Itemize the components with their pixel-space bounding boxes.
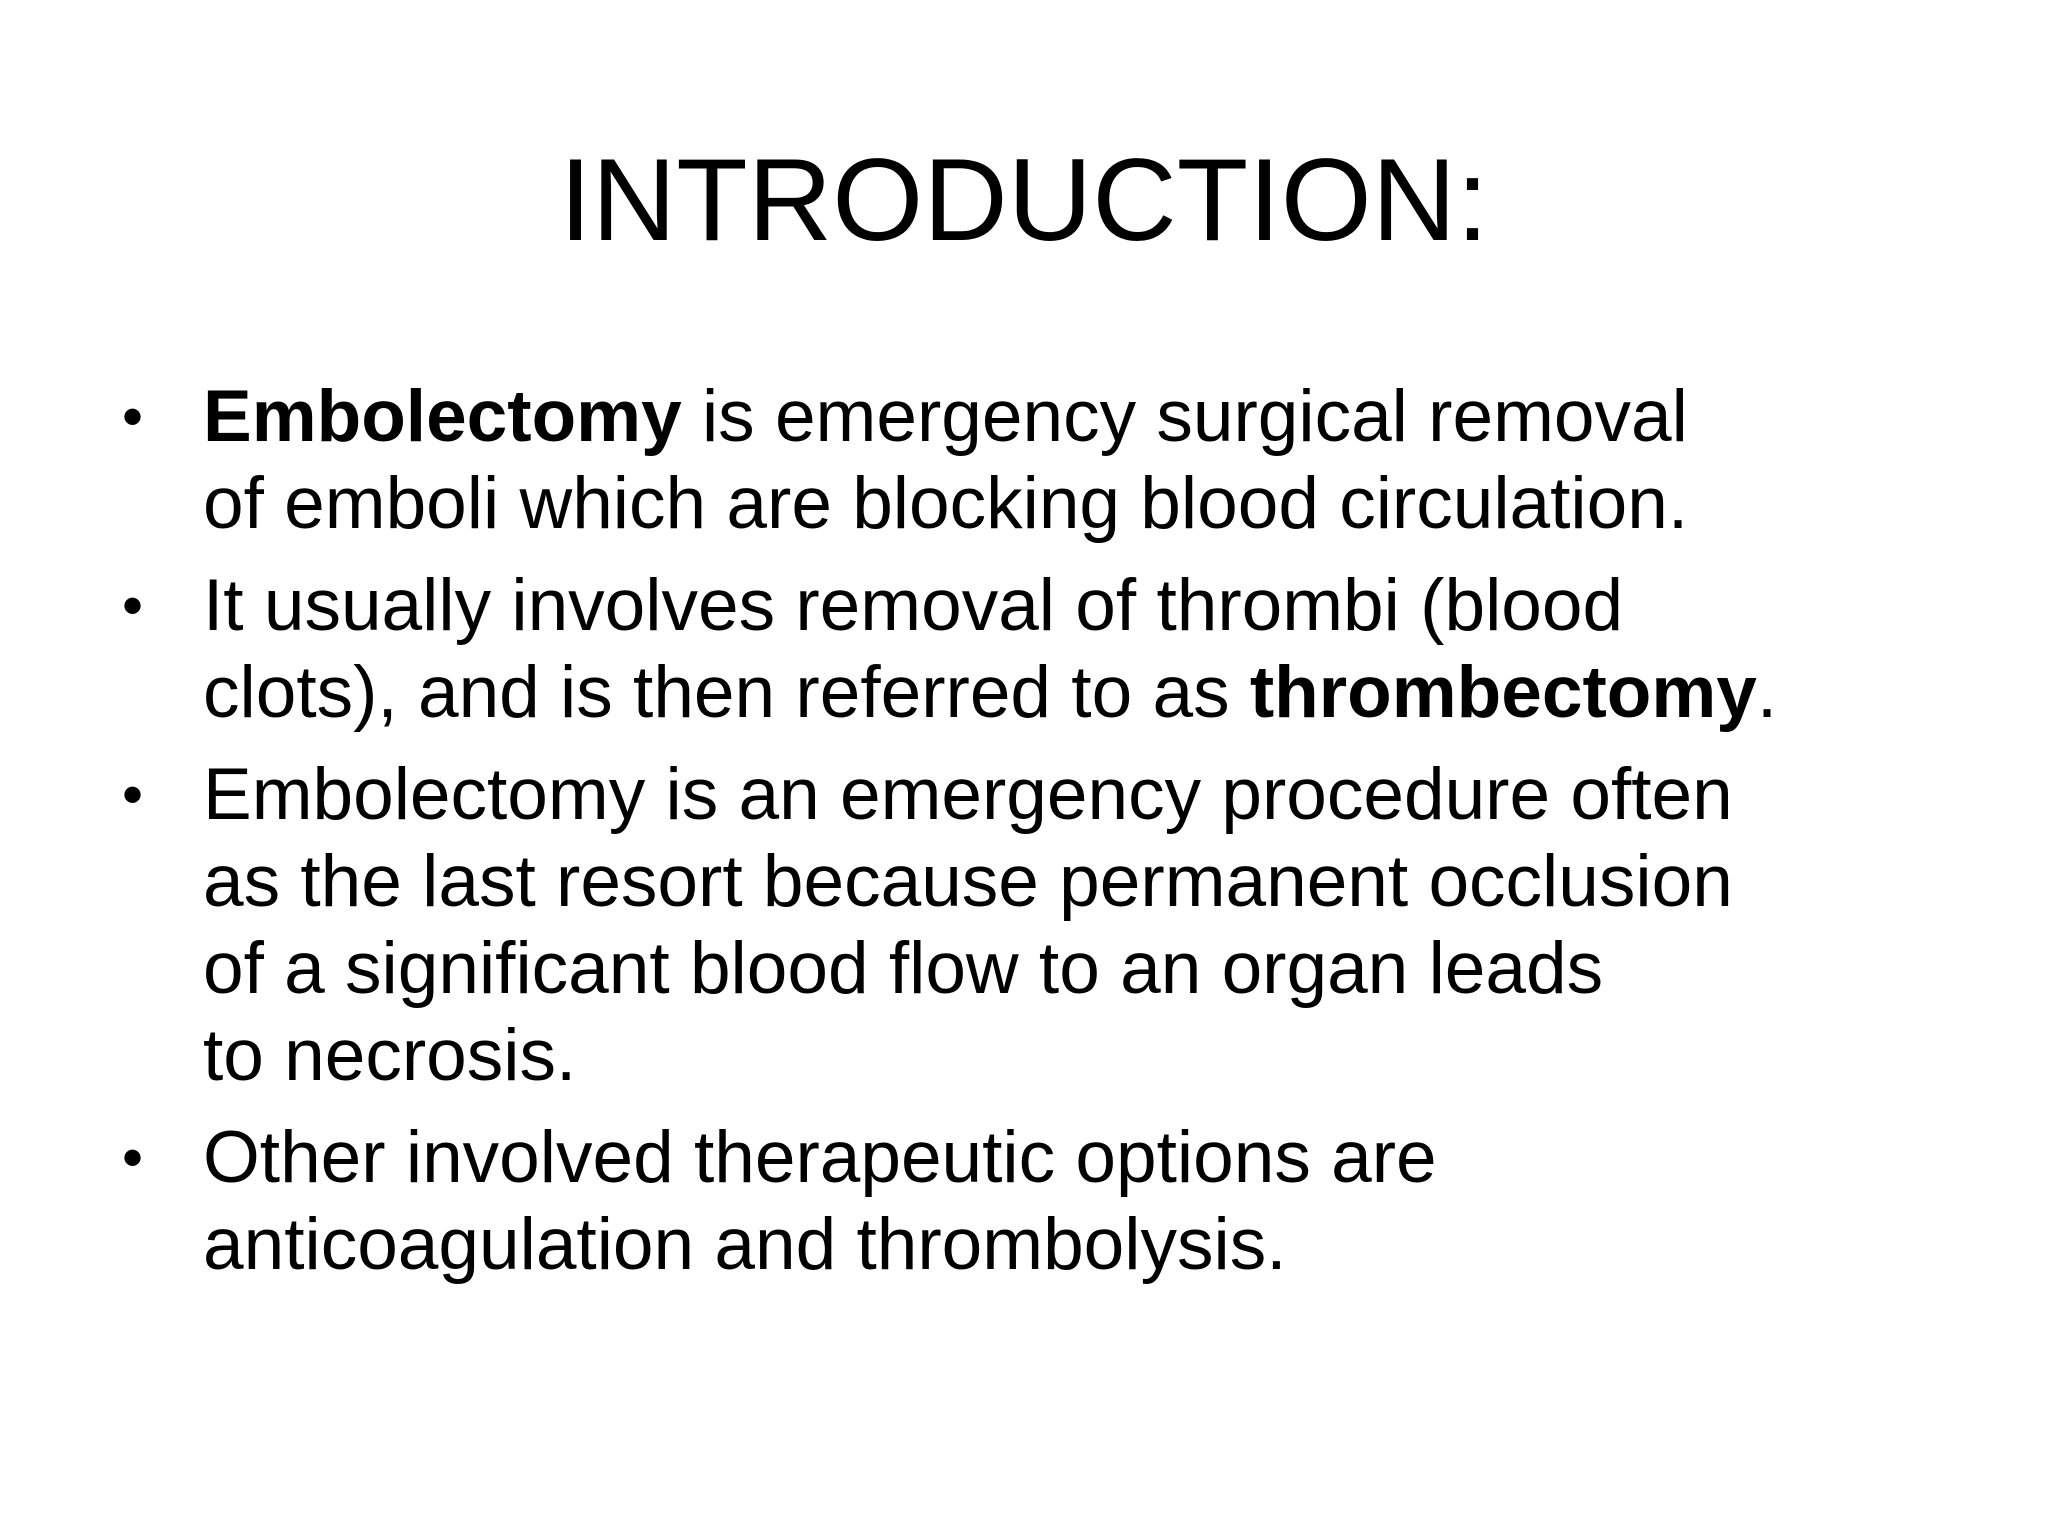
text-line bbox=[203, 838, 2022, 925]
bullet-dot-icon: • bbox=[122, 761, 144, 828]
text-line bbox=[203, 1201, 2022, 1288]
text-line bbox=[203, 562, 2022, 649]
text-line bbox=[203, 460, 2022, 547]
slide-title: INTRODUCTION: bbox=[559, 134, 1489, 265]
bullet-item bbox=[122, 751, 2022, 1099]
bullet-dot-icon: • bbox=[122, 572, 144, 639]
bullet-dot-icon: • bbox=[122, 1124, 144, 1191]
text-run: anticoagulation and thrombolysis. bbox=[203, 1204, 1287, 1285]
bullet-list bbox=[122, 373, 2022, 1303]
text-run: to necrosis. bbox=[203, 1015, 577, 1096]
bullet-text bbox=[203, 373, 2022, 547]
term-embolectomy: Embolectomy bbox=[203, 376, 682, 457]
text-line bbox=[203, 751, 2022, 838]
text-run: of a significant blood flow to an organ leads bbox=[203, 928, 1604, 1009]
bullet-dot-icon: • bbox=[122, 383, 144, 450]
text-line bbox=[203, 649, 2022, 736]
bullet-text bbox=[203, 751, 2022, 1099]
text-line bbox=[203, 373, 2022, 460]
bullet-item bbox=[122, 1114, 2022, 1288]
text-line bbox=[203, 925, 2022, 1012]
text-run: It usually involves removal of thrombi (blood bbox=[203, 565, 1624, 646]
bullet-item bbox=[122, 562, 2022, 736]
text-run: Other involved therapeutic options are bbox=[203, 1117, 1437, 1198]
bullet-item bbox=[122, 373, 2022, 547]
text-run: Embolectomy is an emergency procedure often bbox=[203, 754, 1733, 835]
text-run: as the last resort because permanent occlusion bbox=[203, 841, 1733, 922]
text-line bbox=[203, 1012, 2022, 1099]
bullet-text bbox=[203, 562, 2022, 736]
text-line bbox=[203, 1114, 2022, 1201]
text-run: clots), and is then referred to as bbox=[203, 652, 1250, 733]
text-run: . bbox=[1756, 652, 1778, 733]
term-thrombectomy: thrombectomy bbox=[1249, 652, 1757, 733]
bullet-text bbox=[203, 1114, 2022, 1288]
text-run: is emergency surgical removal bbox=[681, 376, 1688, 457]
text-run: of emboli which are blocking blood circulation. bbox=[203, 463, 1689, 544]
